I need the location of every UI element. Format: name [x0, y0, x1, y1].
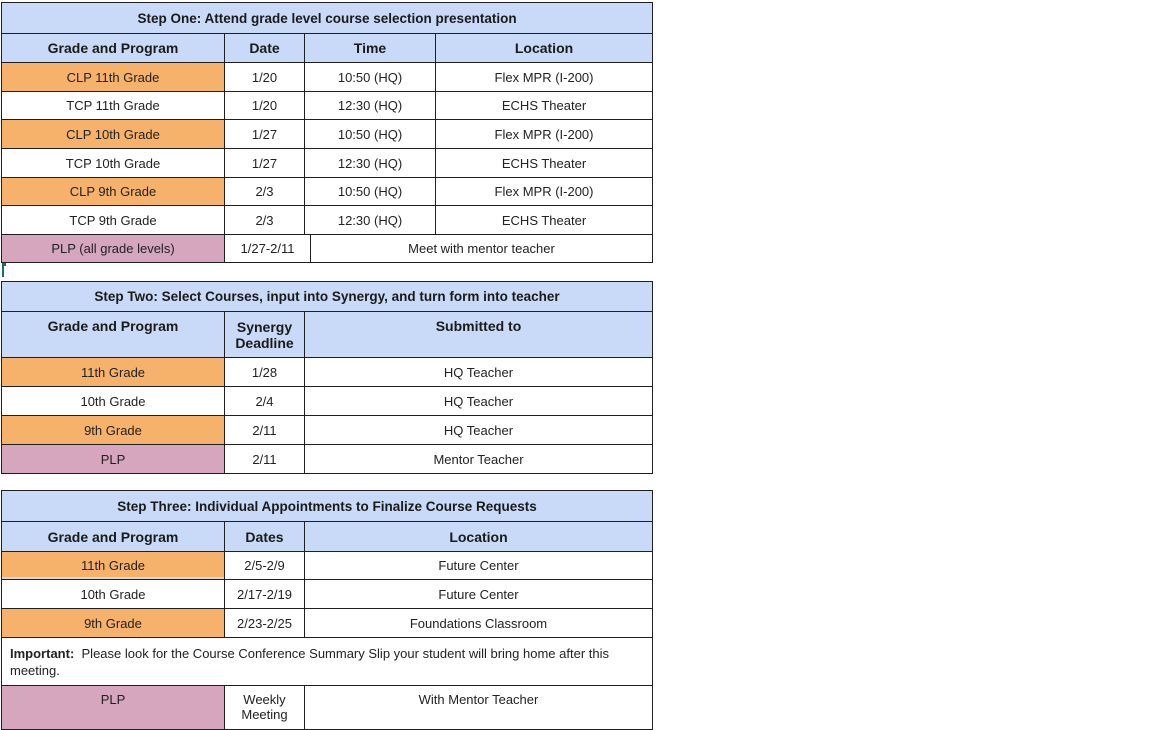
location-cell[interactable]: Future Center [305, 580, 653, 609]
step-one-table [1, 2, 653, 235]
location-cell[interactable]: ECHS Theater [436, 206, 653, 235]
table-row [2, 206, 653, 235]
date-cell[interactable]: 1/27 [225, 120, 305, 149]
important-label: Important: [10, 645, 75, 661]
table-row [2, 686, 653, 730]
date-cell[interactable]: 1/27 [225, 149, 305, 178]
table-row [2, 580, 653, 609]
dates-cell[interactable]: 2/5-2/9 [225, 552, 305, 580]
time-cell[interactable]: 12:30 (HQ) [305, 149, 436, 178]
dates-cell[interactable]: 2/17-2/19 [225, 580, 305, 609]
time-cell[interactable]: 12:30 (HQ) [305, 206, 436, 235]
important-note[interactable] [2, 638, 653, 686]
location-cell[interactable]: Flex MPR (I-200) [436, 178, 653, 206]
location-cell[interactable]: With Mentor Teacher [305, 686, 653, 730]
submitted-to-cell[interactable]: HQ Teacher [305, 358, 653, 387]
program-cell[interactable]: 9th Grade [2, 416, 225, 445]
location-cell[interactable]: Flex MPR (I-200) [436, 120, 653, 149]
table-row [2, 445, 653, 474]
table-row [2, 235, 653, 263]
program-cell[interactable]: PLP [2, 686, 225, 730]
location-cell[interactable]: ECHS Theater [436, 92, 653, 120]
header-grade-program: Grade and Program [2, 522, 225, 552]
table-row [2, 63, 653, 92]
program-cell[interactable]: PLP [2, 445, 225, 474]
step-one-title: Step One: Attend grade level course selection presentation [2, 3, 653, 34]
location-cell[interactable]: Foundations Classroom [305, 609, 653, 638]
program-cell[interactable]: TCP 10th Grade [2, 149, 225, 178]
deadline-cell[interactable]: 2/4 [225, 387, 305, 416]
program-cell[interactable]: TCP 11th Grade [2, 92, 225, 120]
program-cell[interactable]: 9th Grade [2, 609, 225, 638]
program-cell[interactable]: 10th Grade [2, 580, 225, 609]
header-grade-program: Grade and Program [2, 312, 225, 358]
table-row [2, 387, 653, 416]
step-three-table [1, 490, 653, 730]
program-cell[interactable]: TCP 9th Grade [2, 206, 225, 235]
important-row [2, 638, 653, 686]
deadline-cell[interactable]: 2/11 [225, 445, 305, 474]
text-cursor [2, 263, 4, 277]
dates-cell[interactable]: Weekly Meeting [225, 686, 305, 730]
location-cell[interactable]: ECHS Theater [436, 149, 653, 178]
table-row [2, 358, 653, 387]
time-cell[interactable]: 10:50 (HQ) [305, 178, 436, 206]
header-dates: Dates [225, 522, 305, 552]
submitted-to-cell[interactable]: HQ Teacher [305, 416, 653, 445]
header-location: Location [436, 34, 653, 63]
time-cell[interactable]: 10:50 (HQ) [305, 63, 436, 92]
header-grade-program: Grade and Program [2, 34, 225, 63]
step-one-plp-table [1, 234, 653, 263]
time-cell[interactable]: 12:30 (HQ) [305, 92, 436, 120]
step-two-table [1, 281, 653, 474]
program-cell[interactable]: CLP 9th Grade [2, 178, 225, 206]
program-cell[interactable]: 11th Grade [2, 358, 225, 387]
submitted-to-cell[interactable]: HQ Teacher [305, 387, 653, 416]
step-three-title: Step Three: Individual Appointments to Finalize Course Requests [2, 491, 653, 522]
deadline-cell[interactable]: 1/28 [225, 358, 305, 387]
program-cell[interactable]: 11th Grade [2, 552, 225, 580]
date-cell[interactable]: 2/3 [225, 178, 305, 206]
dates-cell[interactable]: 2/23-2/25 [225, 609, 305, 638]
table-row [2, 609, 653, 638]
location-cell[interactable]: Future Center [305, 552, 653, 580]
header-date: Date [225, 34, 305, 63]
header-location: Location [305, 522, 653, 552]
table-row [2, 92, 653, 120]
table-row [2, 552, 653, 580]
program-cell[interactable]: PLP (all grade levels) [2, 235, 225, 263]
header-submitted-to: Submitted to [305, 312, 653, 358]
program-cell[interactable]: 10th Grade [2, 387, 225, 416]
location-cell[interactable]: Flex MPR (I-200) [436, 63, 653, 92]
program-cell[interactable]: CLP 11th Grade [2, 63, 225, 92]
table-row [2, 120, 653, 149]
submitted-to-cell[interactable]: Mentor Teacher [305, 445, 653, 474]
date-cell[interactable]: 1/20 [225, 63, 305, 92]
table-row [2, 149, 653, 178]
program-cell[interactable]: CLP 10th Grade [2, 120, 225, 149]
date-cell[interactable]: 2/3 [225, 206, 305, 235]
important-text: Please look for the Course Conference Summary Slip your student will bring home after this meeting. [10, 645, 609, 678]
time-cell[interactable]: 10:50 (HQ) [305, 120, 436, 149]
step-two-title: Step Two: Select Courses, input into Synergy, and turn form into teacher [2, 282, 653, 312]
note-cell[interactable]: Meet with mentor teacher [311, 235, 653, 263]
deadline-cell[interactable]: 2/11 [225, 416, 305, 445]
table-row [2, 416, 653, 445]
header-time: Time [305, 34, 436, 63]
date-cell[interactable]: 1/27-2/11 [225, 235, 311, 263]
table-row [2, 178, 653, 206]
header-synergy-deadline: Synergy Deadline [225, 312, 305, 358]
date-cell[interactable]: 1/20 [225, 92, 305, 120]
